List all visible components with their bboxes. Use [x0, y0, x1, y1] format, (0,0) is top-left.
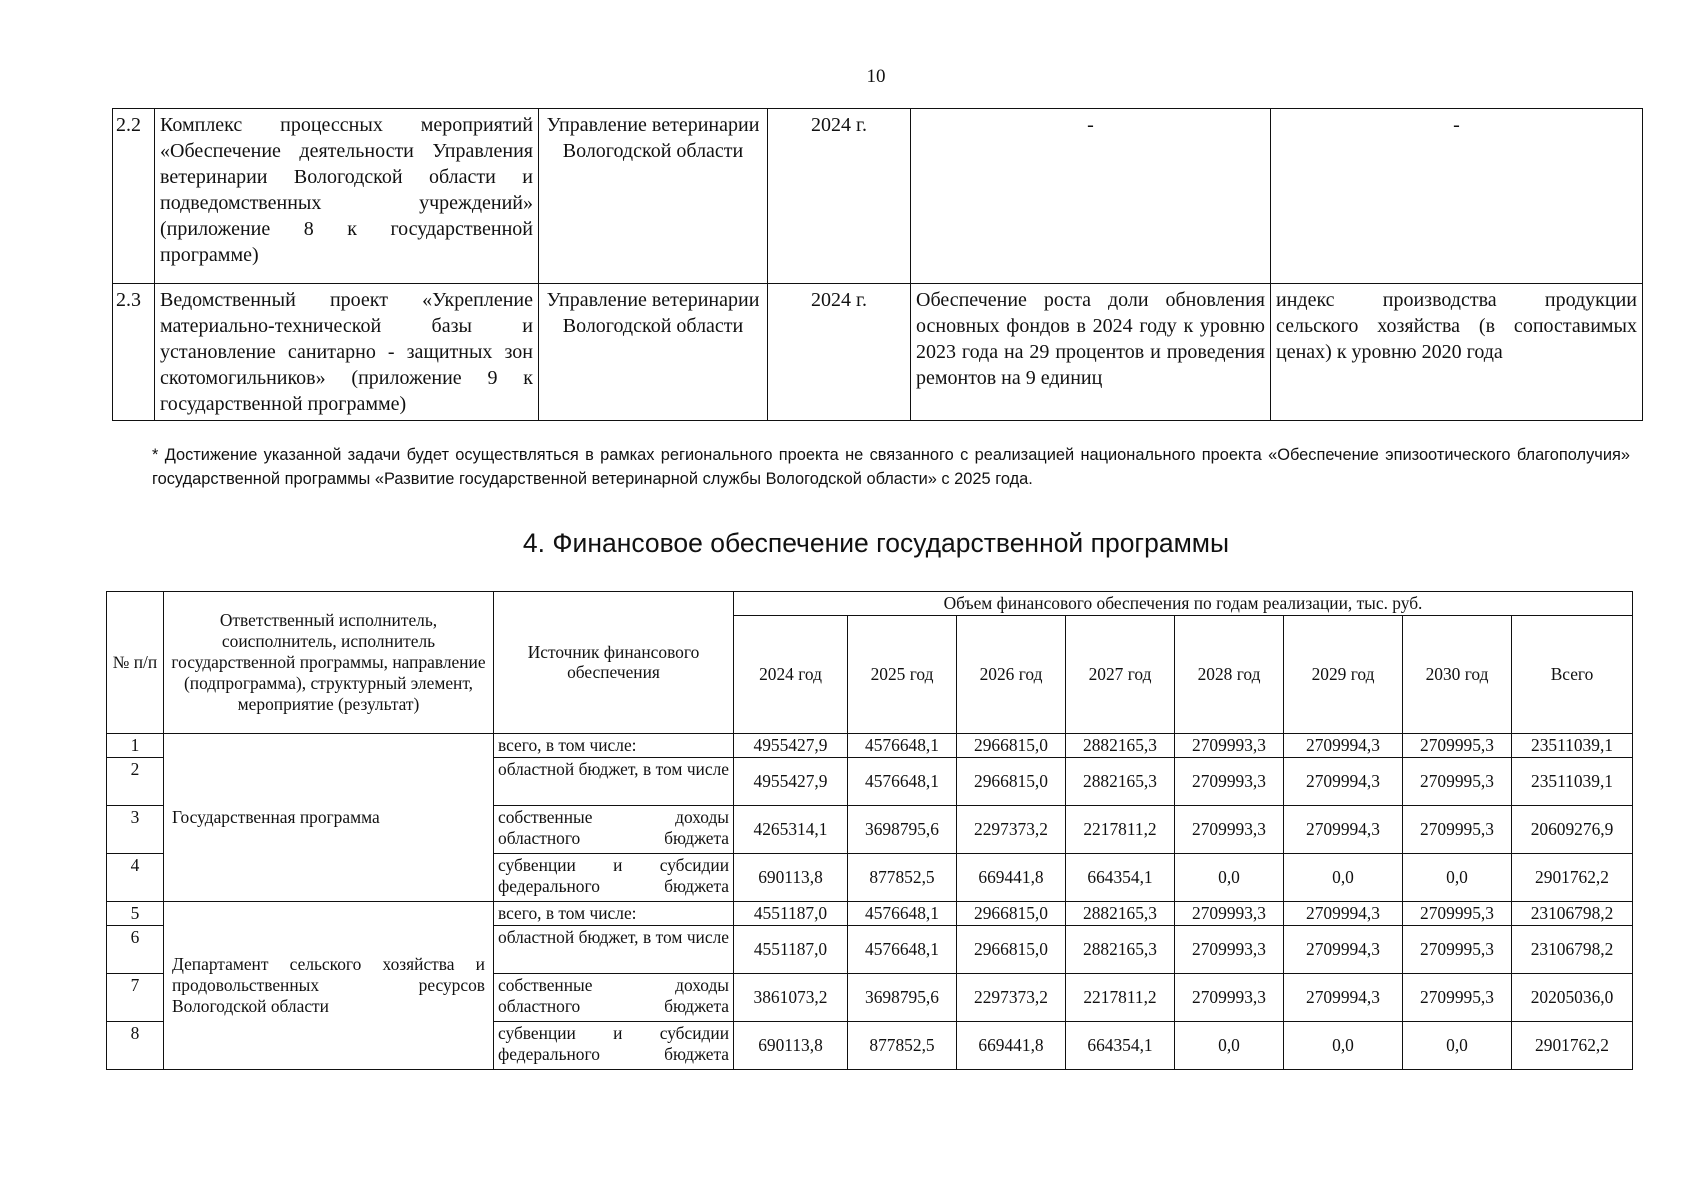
value-cell: 690113,8 [734, 853, 848, 901]
value-cell: 3698795,6 [848, 805, 957, 853]
header-executor: Ответственный исполнитель, соисполнитель, исполнитель государственной программы, направление (подпрограмма), структурный элемент, мероприятие (результат) [164, 592, 494, 734]
value-cell: 4576648,1 [848, 733, 957, 757]
total-cell: 20205036,0 [1512, 973, 1633, 1021]
value-cell: 664354,1 [1066, 853, 1175, 901]
total-cell: 23511039,1 [1512, 733, 1633, 757]
value-cell: 2709993,3 [1175, 805, 1284, 853]
task-year: 2024 г. [768, 284, 911, 421]
task-year: 2024 г. [768, 109, 911, 284]
task-indicator: - [1271, 109, 1643, 284]
value-cell: 2709993,3 [1175, 757, 1284, 805]
value-cell: 2882165,3 [1066, 925, 1175, 973]
row-number: 6 [107, 925, 164, 973]
header-year: 2030 год [1403, 615, 1512, 733]
value-cell: 0,0 [1403, 853, 1512, 901]
value-cell: 2709995,3 [1403, 901, 1512, 925]
value-cell: 877852,5 [848, 853, 957, 901]
value-cell: 2709993,3 [1175, 901, 1284, 925]
task-result: - [911, 109, 1271, 284]
value-cell: 4551187,0 [734, 901, 848, 925]
value-cell: 664354,1 [1066, 1021, 1175, 1069]
source-cell: областной бюджет, в том числе [494, 757, 734, 805]
value-cell: 2709995,3 [1403, 757, 1512, 805]
value-cell: 2882165,3 [1066, 733, 1175, 757]
executor-cell: Государственная программа [164, 733, 494, 901]
row-number: 3 [107, 805, 164, 853]
table-row [107, 733, 1633, 757]
footnote: * Достижение указанной задачи будет осуществляться в рамках регионального проекта не связанного с реализацией национального проекта «Обеспечение эпизоотического благополучия» государственной программы «Развитие государственной ветеринарной службы Вологодской области» с 2025 года. [152, 446, 1630, 488]
source-cell: всего, в том числе: [494, 733, 734, 757]
value-cell: 2966815,0 [957, 733, 1066, 757]
executor-cell: Департамент сельского хозяйства и продовольственных ресурсов Вологодской области [164, 901, 494, 1069]
task-name: Ведомственный проект «Укрепление материально-технической базы и установление санитарно - защитных зон скотомогильников» (приложение 9 к государственной программе) [155, 284, 539, 421]
value-cell: 669441,8 [957, 853, 1066, 901]
finance-table [106, 591, 1633, 1070]
header-year: 2026 год [957, 615, 1066, 733]
value-cell: 4265314,1 [734, 805, 848, 853]
value-cell: 2709994,3 [1284, 757, 1403, 805]
value-cell: 2966815,0 [957, 925, 1066, 973]
header-year: 2028 год [1175, 615, 1284, 733]
total-cell: 2901762,2 [1512, 853, 1633, 901]
task-result: Обеспечение роста доли обновления основных фондов в 2024 году к уровню 2023 года на 29 процентов и проведения ремонтов на 9 единиц [911, 284, 1271, 421]
header-year: 2025 год [848, 615, 957, 733]
value-cell: 2709993,3 [1175, 973, 1284, 1021]
value-cell: 2709994,3 [1284, 925, 1403, 973]
row-number: 5 [107, 901, 164, 925]
value-cell: 2217811,2 [1066, 805, 1175, 853]
row-number: 4 [107, 853, 164, 901]
value-cell: 2709995,3 [1403, 925, 1512, 973]
task-responsible: Управление ветеринарии Вологодской области [539, 109, 768, 284]
value-cell: 4551187,0 [734, 925, 848, 973]
source-cell: всего, в том числе: [494, 901, 734, 925]
value-cell: 2709995,3 [1403, 973, 1512, 1021]
value-cell: 2709994,3 [1284, 901, 1403, 925]
value-cell: 3698795,6 [848, 973, 957, 1021]
header-year: 2024 год [734, 615, 848, 733]
value-cell: 3861073,2 [734, 973, 848, 1021]
value-cell: 2882165,3 [1066, 901, 1175, 925]
row-number: 2 [107, 757, 164, 805]
header-volume: Объем финансового обеспечения по годам реализации, тыс. руб. [734, 592, 1633, 616]
table-row [113, 109, 1643, 284]
value-cell: 2709993,3 [1175, 925, 1284, 973]
value-cell: 0,0 [1175, 1021, 1284, 1069]
task-number: 2.3 [113, 284, 155, 421]
value-cell: 669441,8 [957, 1021, 1066, 1069]
row-number: 1 [107, 733, 164, 757]
header-year: 2029 год [1284, 615, 1403, 733]
value-cell: 2217811,2 [1066, 973, 1175, 1021]
value-cell: 4955427,9 [734, 733, 848, 757]
value-cell: 2882165,3 [1066, 757, 1175, 805]
total-cell: 2901762,2 [1512, 1021, 1633, 1069]
table-row [107, 901, 1633, 925]
total-cell: 23511039,1 [1512, 757, 1633, 805]
source-cell: собственные доходы областного бюджета [494, 973, 734, 1021]
value-cell: 2709994,3 [1284, 805, 1403, 853]
value-cell: 2966815,0 [957, 757, 1066, 805]
task-number: 2.2 [113, 109, 155, 284]
header-total: Всего [1512, 615, 1633, 733]
page-number: 10 [866, 66, 886, 87]
value-cell: 0,0 [1284, 1021, 1403, 1069]
table-row [113, 284, 1643, 421]
value-cell: 4576648,1 [848, 757, 957, 805]
row-number: 7 [107, 973, 164, 1021]
header-source: Источник финансового обеспечения [494, 592, 734, 734]
total-cell: 20609276,9 [1512, 805, 1633, 853]
value-cell: 0,0 [1403, 1021, 1512, 1069]
total-cell: 23106798,2 [1512, 901, 1633, 925]
value-cell: 2709994,3 [1284, 733, 1403, 757]
source-cell: областной бюджет, в том числе [494, 925, 734, 973]
source-cell: субвенции и субсидии федерального бюджета [494, 853, 734, 901]
section-title: 4. Финансовое обеспечение государственной программы [522, 528, 1230, 558]
value-cell: 2709995,3 [1403, 805, 1512, 853]
header-year: 2027 год [1066, 615, 1175, 733]
value-cell: 0,0 [1284, 853, 1403, 901]
total-cell: 23106798,2 [1512, 925, 1633, 973]
value-cell: 877852,5 [848, 1021, 957, 1069]
header-num: № п/п [107, 592, 164, 734]
value-cell: 0,0 [1175, 853, 1284, 901]
value-cell: 2709993,3 [1175, 733, 1284, 757]
value-cell: 2297373,2 [957, 805, 1066, 853]
row-number: 8 [107, 1021, 164, 1069]
tasks-table [112, 108, 1643, 421]
value-cell: 2966815,0 [957, 901, 1066, 925]
value-cell: 2709994,3 [1284, 973, 1403, 1021]
source-cell: субвенции и субсидии федерального бюджета [494, 1021, 734, 1069]
value-cell: 2297373,2 [957, 973, 1066, 1021]
value-cell: 2709995,3 [1403, 733, 1512, 757]
task-indicator: индекс производства продукции сельского хозяйства (в сопоставимых ценах) к уровню 2020 года [1271, 284, 1643, 421]
value-cell: 4955427,9 [734, 757, 848, 805]
value-cell: 690113,8 [734, 1021, 848, 1069]
task-responsible: Управление ветеринарии Вологодской области [539, 284, 768, 421]
task-name: Комплекс процессных мероприятий «Обеспечение деятельности Управления ветеринарии Вологодской области и подведомственных учреждений» (приложение 8 к государственной программе) [155, 109, 539, 284]
value-cell: 4576648,1 [848, 901, 957, 925]
source-cell: собственные доходы областного бюджета [494, 805, 734, 853]
value-cell: 4576648,1 [848, 925, 957, 973]
